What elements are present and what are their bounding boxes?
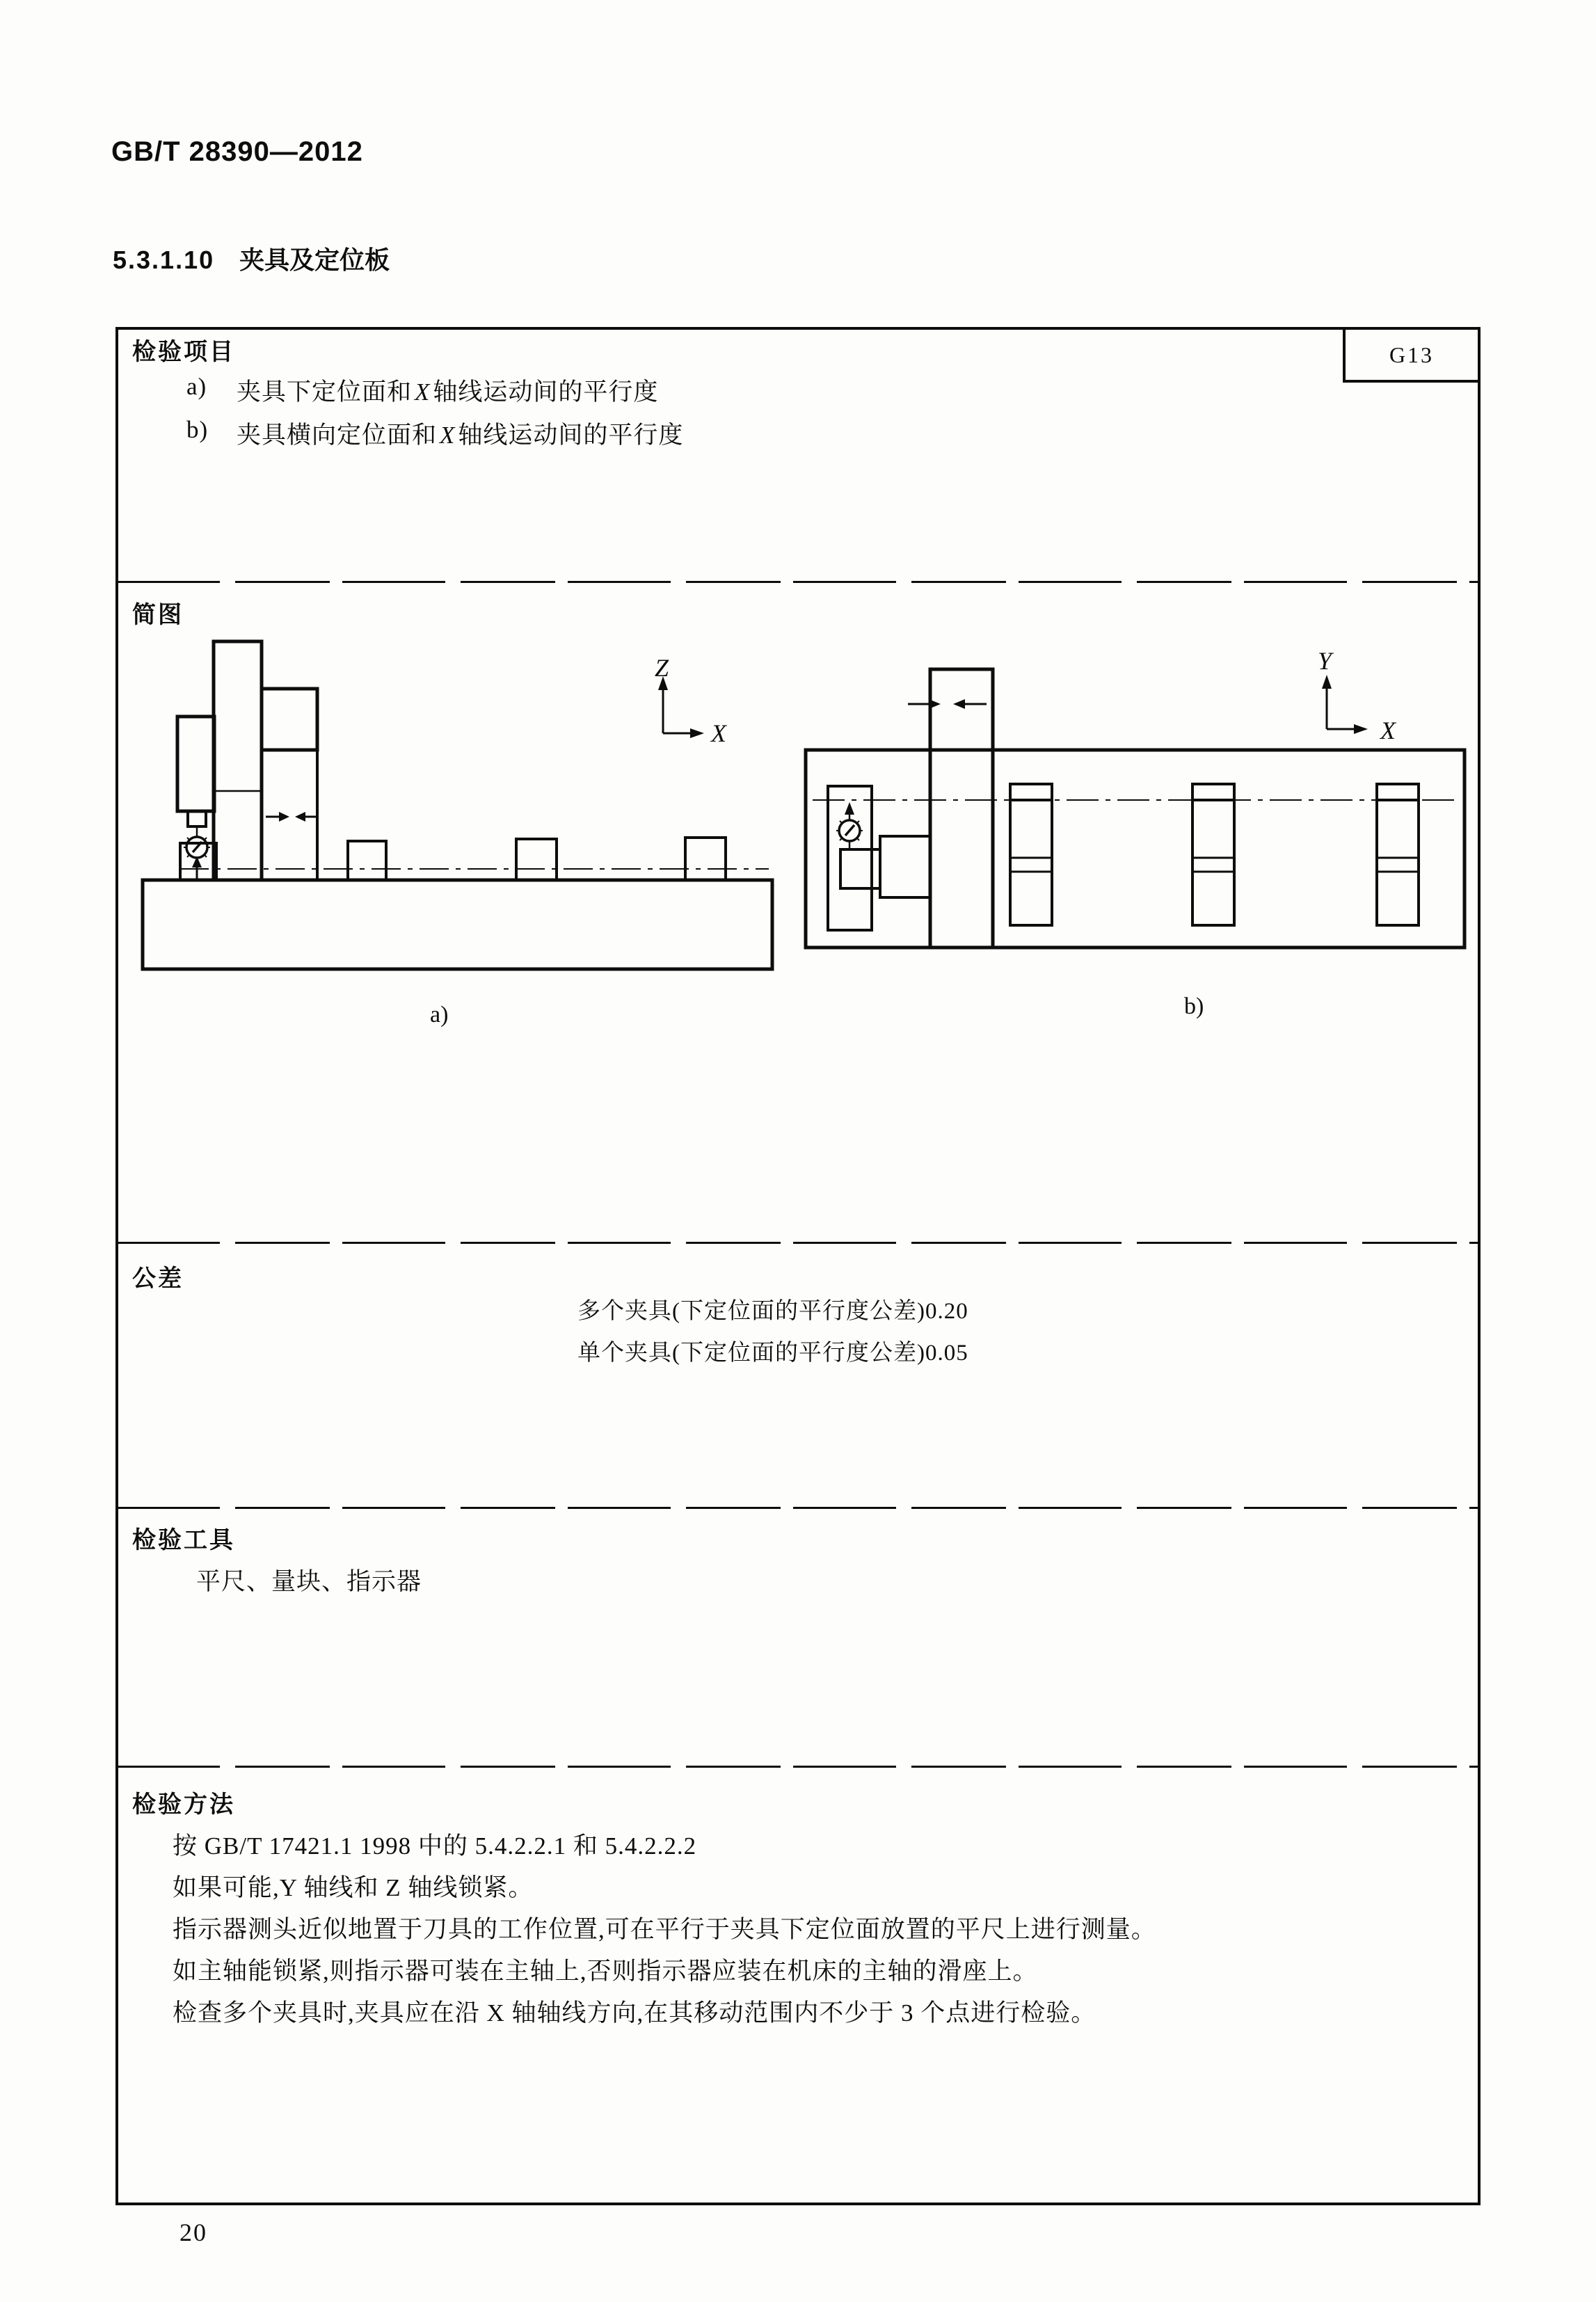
- item-b-id: b): [186, 416, 209, 443]
- method-line: 如果可能,Y 轴线和 Z 轴线锁紧。: [173, 1874, 534, 1901]
- axis-arrow-right: [1354, 724, 1368, 734]
- row-divider: [117, 581, 1479, 583]
- dimension-arrows: [908, 699, 987, 709]
- tools-label: 检验工具: [132, 1527, 235, 1553]
- axis-arrow-up: [1322, 675, 1332, 689]
- test-code-badge: [1343, 330, 1481, 383]
- section-heading: [113, 241, 390, 276]
- axis-letter: X: [440, 422, 456, 449]
- head-slide-upper: [262, 689, 317, 750]
- measure-arrow-up: [845, 802, 854, 815]
- method-line: 按 GB/T 17421.1 1998 中的 5.4.2.2.1 和 5.4.2.2.2: [173, 1832, 697, 1860]
- axis-label-x: X: [711, 719, 726, 747]
- standard-code: GB/T 28390—2012: [111, 136, 363, 167]
- item-a-id: a): [186, 373, 207, 400]
- head-slide-lower: [262, 750, 317, 880]
- fixture-block: [348, 841, 386, 880]
- section-number: 5.3.1.10: [113, 246, 215, 274]
- inspection-items-label: 检验项目: [132, 339, 235, 365]
- fixture-block: [1377, 784, 1419, 925]
- method-line: 如主轴能锁紧,则指示器可装在主轴上,否则指示器应装在机床的主轴的滑座上。: [173, 1958, 1038, 1985]
- caption-a: a): [430, 1002, 449, 1028]
- item-b-text: 夹具横向定位面和 X 轴线运动间的平行度: [237, 422, 684, 449]
- row-divider: [117, 1242, 1479, 1244]
- machine-column-b: [930, 669, 993, 948]
- spindle-head: [177, 717, 214, 811]
- item-a-text: 夹具下定位面和 X 轴线运动间的平行度: [237, 378, 659, 406]
- page-number: 20: [179, 2219, 207, 2246]
- fixture-block: [516, 839, 557, 880]
- tools-value: 平尺、量块、指示器: [196, 1568, 422, 1595]
- diagram-b-top-view: [793, 647, 1482, 1016]
- indicator-assembly: [828, 786, 930, 930]
- diagram-label: 简图: [132, 602, 184, 628]
- tolerance-label: 公差: [132, 1265, 184, 1292]
- axis-label-y: Y: [1318, 647, 1332, 675]
- axis-indicator-yx: [1318, 647, 1397, 744]
- dimension-arrows: [266, 812, 319, 822]
- method-line: 指示器测头近似地置于刀具的工作位置,可在平行于夹具下定位面放置的平尺上进行测量。: [173, 1916, 1156, 1943]
- diagram-a-front-view: [139, 626, 807, 1016]
- section-title: 夹具及定位板: [239, 246, 390, 274]
- fixture-block: [1010, 784, 1052, 925]
- method-label: 检验方法: [132, 1791, 235, 1818]
- machine-column-a: [214, 641, 262, 880]
- row-divider: [117, 1766, 1479, 1768]
- row-divider: [117, 1507, 1479, 1509]
- axis-indicator-zx: [655, 654, 728, 747]
- axis-arrow-right: [690, 728, 704, 738]
- test-code-label: G13: [1389, 342, 1435, 367]
- machine-bed-b: [806, 750, 1465, 948]
- tolerance-line: 多个夹具(下定位面的平行度公差)0.20: [577, 1299, 968, 1324]
- tolerance-line: 单个夹具(下定位面的平行度公差)0.05: [577, 1341, 968, 1366]
- machine-bed-a: [143, 880, 772, 969]
- axis-letter: X: [415, 378, 431, 406]
- dial-indicator-icon: [836, 817, 863, 844]
- fixture-block: [685, 838, 726, 880]
- axis-label-z: Z: [655, 654, 669, 682]
- fixture-block: [1192, 784, 1234, 925]
- spindle-nose: [188, 811, 206, 826]
- caption-b: b): [1184, 993, 1204, 1019]
- method-line: 检查多个夹具时,夹具应在沿 X 轴轴线方向,在其移动范围内不少于 3 个点进行检验。: [173, 1999, 1096, 2027]
- axis-label-x: X: [1380, 717, 1396, 744]
